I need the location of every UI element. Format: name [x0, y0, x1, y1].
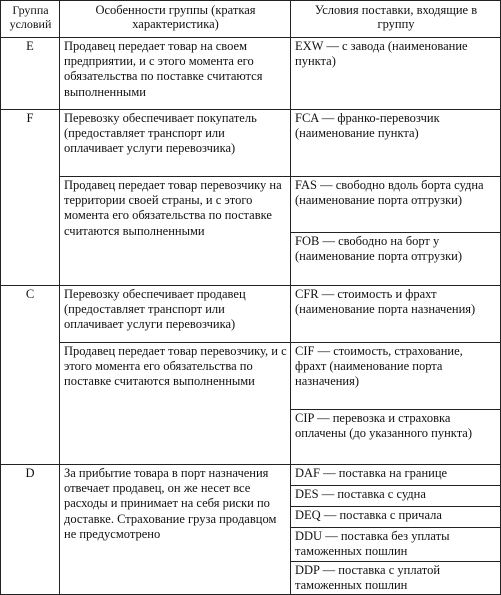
- table-row: [1, 110, 501, 177]
- term-deq: DEQ — поставка с причала: [291, 507, 501, 528]
- group-code-d: D: [1, 465, 60, 595]
- group-c-description-2: Продавец передает товар перевозчику, и с этого момента его обязательства по поставке считаются выполненными: [60, 343, 291, 465]
- term-ddp: DDP — поставка с уплатой таможенных пошлин: [291, 562, 501, 595]
- group-code-e: E: [1, 38, 60, 110]
- group-e-description: Продавец передает товар на своем предприятии, и с этого момента его обязательства по поставке считаются выполненными: [60, 38, 291, 110]
- term-cip: CIP — перевозка и страховка оплачены (до указанного пункта): [291, 410, 501, 465]
- table-row: [1, 286, 501, 343]
- term-cfr: CFR — стоимость и фрахт (наименование порта назначения): [291, 286, 501, 343]
- table-row: [1, 465, 501, 486]
- term-fca: FCA — франко-перевозчик (наименование пункта): [291, 110, 501, 177]
- group-f-description-1: Перевозку обеспечивает покупатель (предоставляет транспорт или оплачивает услуги перевозчика): [60, 110, 291, 177]
- group-c-description-1: Перевозку обеспечивает продавец (предоставляет транспорт или оплачивает услуги перевозчика): [60, 286, 291, 343]
- term-ddu: DDU — поставка без уплаты таможенных пошлин: [291, 528, 501, 562]
- group-code-c: C: [1, 286, 60, 465]
- group-f-description-2: Продавец передает товар перевозчику на территории своей страны, и с этого момента его обязательства по поставке считаются выполненными: [60, 177, 291, 286]
- table-row: [1, 343, 501, 410]
- term-des: DES — поставка с судна: [291, 486, 501, 507]
- header-features: Особенности группы (краткая характеристика): [60, 1, 291, 38]
- header-row: [1, 1, 501, 38]
- term-cif: CIF — стоимость, страхование, фрахт (наименование порта назначения): [291, 343, 501, 410]
- table-row: [1, 177, 501, 233]
- header-terms: Условия поставки, входящие в группу: [291, 1, 501, 38]
- group-code-f: F: [1, 110, 60, 286]
- term-exw: EXW — с завода (наименование пункта): [291, 38, 501, 110]
- term-daf: DAF — поставка на границе: [291, 465, 501, 486]
- table-row: [1, 38, 501, 110]
- header-group: Группа условий: [1, 1, 60, 38]
- term-fob: FOB — свободно на борт у (наименование порта отгрузки): [291, 233, 501, 286]
- group-d-description: За прибытие товара в порт назначения отвечает продавец, он же несет все расходы и принимает на себя риски по доставке. Страхование груза продавцом не предусмотрено: [60, 465, 291, 595]
- term-fas: FAS — свободно вдоль борта судна (наименование порта отгрузки): [291, 177, 501, 233]
